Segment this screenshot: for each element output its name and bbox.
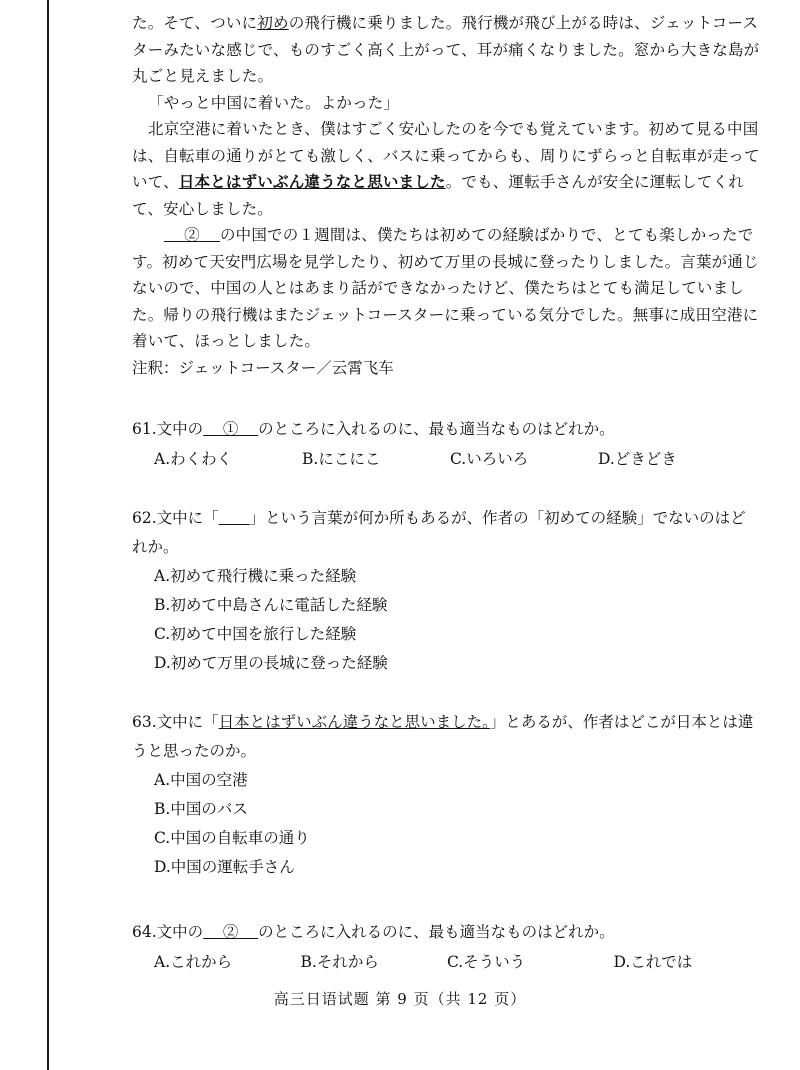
underlined-first-time: 初め [257, 14, 289, 32]
underlined-sentence: 日本とはずいぶん違うなと思いました [178, 172, 446, 191]
passage-paragraph-3: 北京空港に着いたとき、僕はすごく安心したのを今でも覚えています。初めて見る中国は、自転車の通りがとても激しく、バスに乗ってからも、周りにずらっと自転車が走っていて、日本とはずいぶん違うなと思いました。でも、運転手さんが安全に運転してくれて、安心しました。 [132, 120, 760, 218]
option-b[interactable]: B.にこにこ [302, 449, 381, 468]
options [132, 562, 760, 678]
option-a[interactable]: A.わくわく [154, 449, 233, 468]
exam-page [132, 10, 760, 977]
question-stem: 62.文中に「 」という言葉が何か所もあるが、作者の「初めての経験」でないのはどれか。 [132, 508, 746, 556]
passage-paragraph-4: ② の中国での１週間は、僕たちは初めての経験ばかりで、とても楽しかったです。初めて天安門広場を見学したり、初めて万里の長城に登ったりしました。言葉が通じないので、中国の人とはあまり話ができなかったけど、僕たちはとても満足していました。帰りの飛行機はまたジェットコースターに乗っている気分でした。無事に成田空港に着いて、ほっとしました。 [132, 226, 759, 350]
option-c[interactable]: C.初めて中国を旅行した経験 [154, 624, 357, 643]
options [132, 947, 760, 977]
option-a[interactable]: A.中国の空港 [154, 770, 248, 789]
question-63 [132, 708, 760, 882]
option-c[interactable]: C.そういう [447, 952, 526, 971]
blank-empty [219, 509, 250, 527]
page-footer: 高三日语试题 第 9 页（共 12 页） [273, 990, 527, 1008]
question-stem: 61.文中の ① のところに入れるのに、最も適当なものはどれか。 [132, 419, 615, 438]
option-d[interactable]: D.これでは [613, 952, 693, 971]
passage-paragraph-2: 「やっと中国に着いた。よかった」 [148, 93, 400, 112]
option-b[interactable]: B.初めて中島さんに電話した経験 [154, 595, 388, 614]
option-c[interactable]: C.いろいろ [450, 449, 529, 468]
option-a[interactable]: A.初めて飛行機に乗った経験 [154, 566, 357, 585]
option-b[interactable]: B.中国のバス [154, 799, 248, 818]
question-64 [132, 918, 760, 977]
annotation-note: 注釈：ジェットコースター／云霄飞车 [132, 358, 394, 377]
blank-1: ① [222, 419, 239, 438]
option-c[interactable]: C.中国の自転車の通り [154, 828, 310, 847]
option-d[interactable]: D.初めて万里の長城に登った経験 [154, 653, 388, 672]
option-d[interactable]: D.どきどき [598, 449, 677, 468]
option-b[interactable]: B.それから [300, 952, 379, 971]
question-stem: 63.文中に「日本とはずいぶん違うなと思いました。」とあるが、作者はどこが日本とは違うと思ったのか。 [132, 712, 754, 760]
binding-margin-line [47, 0, 49, 1070]
quoted-sentence: 日本とはずいぶん違うなと思いました。 [218, 712, 490, 731]
blank-2: ② [222, 922, 239, 941]
option-d[interactable]: D.中国の運転手さん [154, 857, 295, 876]
question-62 [132, 504, 760, 678]
options [132, 766, 760, 882]
blank-2: ② [184, 226, 200, 244]
passage-paragraph-1: た。そて、ついに初めの飛行機に乗りました。飛行機が飛び上がる時は、ジェットコースターみたいな感じで、ものすごく高く上がって、耳が痛くなりました。窓から大きな島が丸ごと見えました。 [132, 14, 760, 85]
options [132, 444, 760, 474]
question-61 [132, 415, 760, 474]
option-a[interactable]: A.これから [154, 952, 233, 971]
question-stem: 64.文中の ② のところに入れるのに、最も適当なものはどれか。 [132, 922, 615, 941]
reading-passage [132, 10, 760, 381]
